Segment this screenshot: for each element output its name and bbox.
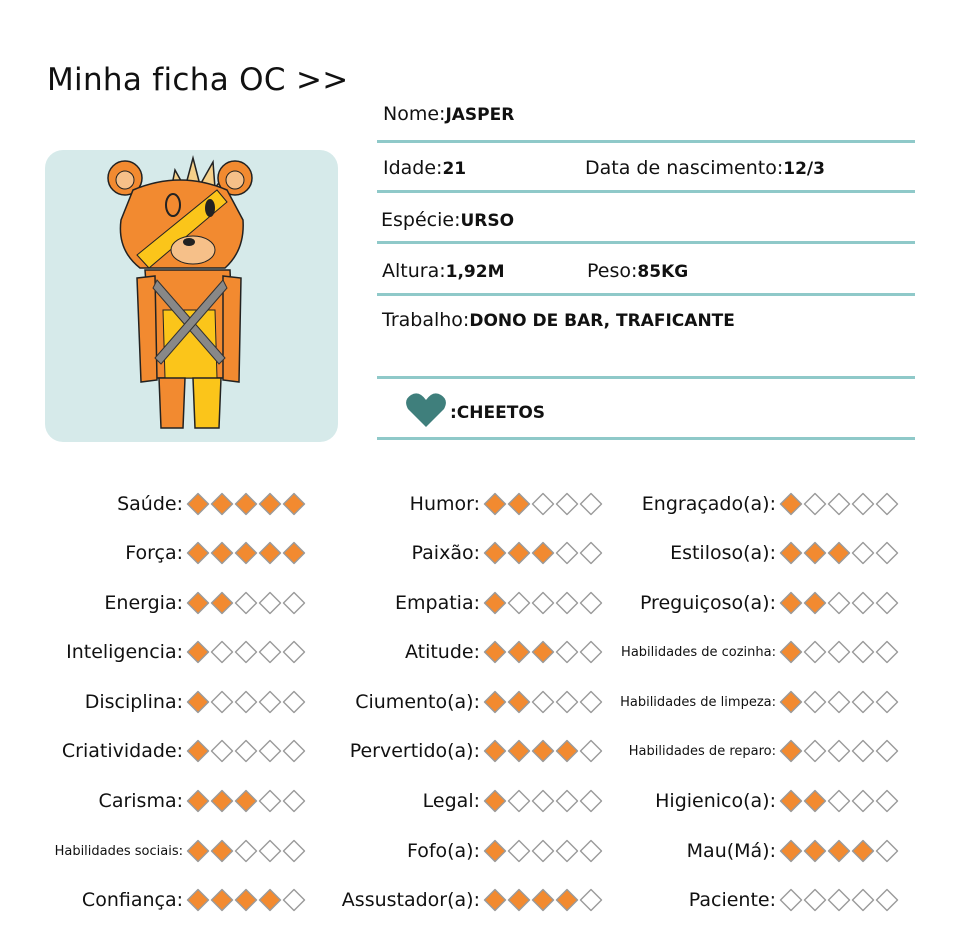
filled-diamond-icon <box>483 640 507 664</box>
empty-diamond-icon <box>803 888 827 912</box>
filled-diamond-icon <box>483 541 507 565</box>
empty-diamond-icon <box>803 492 827 516</box>
page-title: Minha ficha OC >> <box>47 62 349 98</box>
stat-rating <box>779 789 899 813</box>
divider <box>377 241 915 244</box>
species-field <box>381 209 514 231</box>
name-value: JASPER <box>445 105 515 125</box>
filled-diamond-icon <box>779 591 803 615</box>
empty-diamond-icon <box>803 739 827 763</box>
stat-label: Habilidades de reparo: <box>628 743 776 759</box>
filled-diamond-icon <box>186 839 210 863</box>
filled-diamond-icon <box>803 839 827 863</box>
divider <box>377 293 915 296</box>
name-label: Nome: <box>383 103 446 125</box>
filled-diamond-icon <box>483 789 507 813</box>
stat-label: Habilidades sociais: <box>54 843 183 859</box>
empty-diamond-icon <box>827 591 851 615</box>
empty-diamond-icon <box>875 888 899 912</box>
job-value: DONO DE BAR, TRAFICANTE <box>469 311 735 331</box>
birthdate-field <box>585 157 825 179</box>
name-field <box>383 103 514 125</box>
height-field <box>382 260 505 282</box>
stat-label: Humor: <box>409 493 480 515</box>
empty-diamond-icon <box>875 739 899 763</box>
empty-diamond-icon <box>875 640 899 664</box>
stat-rating <box>779 640 899 664</box>
filled-diamond-icon <box>186 888 210 912</box>
filled-diamond-icon <box>779 541 803 565</box>
character-portrait <box>45 150 338 442</box>
age-field <box>383 157 466 179</box>
stat-label: Saúde: <box>117 493 183 515</box>
stat-rating <box>779 839 899 863</box>
weight-value: 85KG <box>637 262 689 282</box>
empty-diamond-icon <box>827 640 851 664</box>
divider <box>377 190 915 193</box>
stat-row <box>516 489 899 519</box>
stat-row <box>516 687 899 717</box>
filled-diamond-icon <box>803 541 827 565</box>
job-label: Trabalho: <box>382 309 470 331</box>
filled-diamond-icon <box>186 492 210 516</box>
stat-row <box>516 538 899 568</box>
empty-diamond-icon <box>875 492 899 516</box>
height-label: Altura: <box>382 260 446 282</box>
empty-diamond-icon <box>851 591 875 615</box>
empty-diamond-icon <box>851 640 875 664</box>
stat-rating <box>779 888 899 912</box>
stat-label: Mau(Má): <box>686 840 776 862</box>
empty-diamond-icon <box>851 541 875 565</box>
stat-label: Ciumento(a): <box>355 691 480 713</box>
stat-label: Empatia: <box>395 592 480 614</box>
stat-label: Pervertido(a): <box>349 740 480 762</box>
stat-label: Higienico(a): <box>655 790 776 812</box>
filled-diamond-icon <box>186 739 210 763</box>
stat-row <box>516 588 899 618</box>
filled-diamond-icon <box>483 591 507 615</box>
empty-diamond-icon <box>851 888 875 912</box>
filled-diamond-icon <box>483 690 507 714</box>
stat-label: Disciplina: <box>84 691 183 713</box>
empty-diamond-icon <box>875 541 899 565</box>
birthdate-value: 12/3 <box>783 159 825 179</box>
empty-diamond-icon <box>875 690 899 714</box>
stat-label: Assustador(a): <box>341 889 480 911</box>
species-label: Espécie: <box>381 209 461 231</box>
stat-rating <box>779 690 899 714</box>
age-label: Idade: <box>383 157 443 179</box>
empty-diamond-icon <box>827 690 851 714</box>
filled-diamond-icon <box>779 739 803 763</box>
heart-icon <box>405 392 447 428</box>
filled-diamond-icon <box>483 492 507 516</box>
filled-diamond-icon <box>779 492 803 516</box>
stat-row <box>516 885 899 915</box>
filled-diamond-icon <box>186 541 210 565</box>
filled-diamond-icon <box>803 591 827 615</box>
weight-label: Peso: <box>587 260 638 282</box>
empty-diamond-icon <box>827 492 851 516</box>
filled-diamond-icon <box>779 690 803 714</box>
filled-diamond-icon <box>186 640 210 664</box>
empty-diamond-icon <box>851 492 875 516</box>
filled-diamond-icon <box>186 591 210 615</box>
divider <box>377 376 915 379</box>
empty-diamond-icon <box>851 739 875 763</box>
stat-rating <box>779 541 899 565</box>
bear-character-illustration <box>45 150 338 442</box>
empty-diamond-icon <box>875 789 899 813</box>
stat-row <box>516 836 899 866</box>
empty-diamond-icon <box>827 739 851 763</box>
filled-diamond-icon <box>827 541 851 565</box>
empty-diamond-icon <box>851 789 875 813</box>
job-field <box>382 309 735 331</box>
age-value: 21 <box>442 159 467 179</box>
stat-label: Estiloso(a): <box>670 542 776 564</box>
filled-diamond-icon <box>779 640 803 664</box>
empty-diamond-icon <box>803 690 827 714</box>
stat-label: Inteligencia: <box>66 641 183 663</box>
stat-rating <box>779 739 899 763</box>
empty-diamond-icon <box>827 789 851 813</box>
filled-diamond-icon <box>483 839 507 863</box>
divider <box>377 140 915 143</box>
stat-label: Habilidades de cozinha: <box>621 644 776 660</box>
birthdate-label: Data de nascimento: <box>585 157 784 179</box>
height-value: 1,92M <box>445 262 505 282</box>
weight-field <box>587 260 688 282</box>
species-value: URSO <box>460 211 515 231</box>
stat-row <box>516 786 899 816</box>
empty-diamond-icon <box>779 888 803 912</box>
empty-diamond-icon <box>827 888 851 912</box>
empty-diamond-icon <box>851 690 875 714</box>
divider <box>377 437 915 440</box>
filled-diamond-icon <box>186 789 210 813</box>
filled-diamond-icon <box>779 839 803 863</box>
filled-diamond-icon <box>483 888 507 912</box>
stat-label: Energia: <box>104 592 183 614</box>
empty-diamond-icon <box>875 591 899 615</box>
likes-value: :CHEETOS <box>450 403 546 423</box>
filled-diamond-icon <box>851 839 875 863</box>
stat-row <box>516 736 899 766</box>
empty-diamond-icon <box>803 640 827 664</box>
stat-rating <box>779 492 899 516</box>
stat-label: Paciente: <box>688 889 776 911</box>
filled-diamond-icon <box>827 839 851 863</box>
stat-rating <box>779 591 899 615</box>
stat-label: Habilidades de limpeza: <box>620 694 776 710</box>
stat-label: Paixão: <box>411 542 480 564</box>
filled-diamond-icon <box>186 690 210 714</box>
stat-label: Preguiçoso(a): <box>639 592 776 614</box>
stat-label: Força: <box>125 542 183 564</box>
stat-label: Confiança: <box>81 889 183 911</box>
empty-diamond-icon <box>875 839 899 863</box>
stat-label: Fofo(a): <box>406 840 480 862</box>
filled-diamond-icon <box>803 789 827 813</box>
filled-diamond-icon <box>483 739 507 763</box>
stat-label: Engraçado(a): <box>641 493 776 515</box>
stat-row <box>516 637 899 667</box>
stat-label: Atitude: <box>404 641 480 663</box>
stat-label: Carisma: <box>98 790 183 812</box>
stat-label: Criatividade: <box>61 740 183 762</box>
filled-diamond-icon <box>779 789 803 813</box>
stat-label: Legal: <box>422 790 480 812</box>
